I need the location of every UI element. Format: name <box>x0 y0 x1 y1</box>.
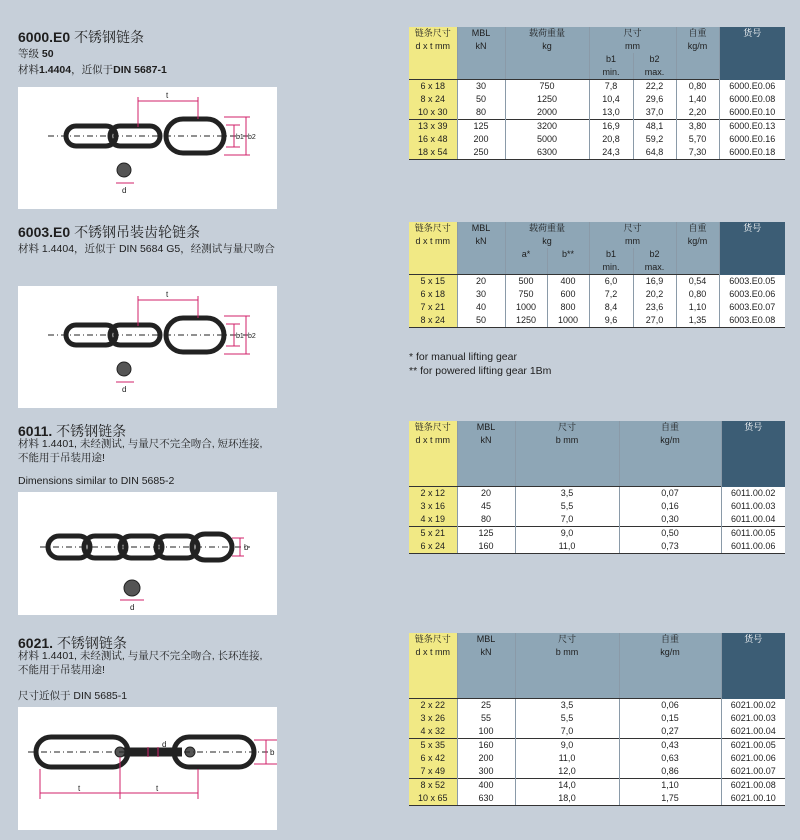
product-code: 6011. <box>18 423 53 439</box>
chain-drawing-6011-svg <box>18 492 277 615</box>
header-load: 载荷重量 <box>505 27 589 40</box>
wire-section <box>124 580 140 596</box>
label-t: t <box>156 784 159 793</box>
table-row: 16 x 48 200 5000 20,8 59,2 5,70 6000.E0.16 <box>409 133 785 146</box>
section-6000-material: 材料1.4404，近似于DIN 5687-1 <box>18 64 167 76</box>
footnote-powered: ** for powered lifting gear 1Bm <box>409 365 552 377</box>
table-row: 18 x 54 250 6300 24,3 64,8 7,30 6000.E0.18 <box>409 146 785 160</box>
label-t: t <box>166 290 169 299</box>
table-row: 6 x 18 30 750 600 7,2 20,2 0,80 6003.E0.06 <box>409 288 785 301</box>
header-dim: 尺寸 <box>589 222 676 235</box>
chain-drawing-6000-svg <box>18 87 277 209</box>
table-row: 5 x 21 125 9,0 0,50 6011.00.05 <box>409 527 785 541</box>
table-row: 4 x 19 80 7,0 0,30 6011.00.04 <box>409 513 785 527</box>
section-6021-desc2: 不能用于吊装用途! <box>18 664 105 676</box>
header-size: 链条尺寸 <box>409 421 457 434</box>
header-size: 链条尺寸 <box>409 27 457 40</box>
section-6000-grade: 等级 50 <box>18 48 54 60</box>
label-t: t <box>78 784 81 793</box>
product-name: 不锈钢吊装齿轮链条 <box>74 224 201 240</box>
header-load: 载荷重量 <box>505 222 589 235</box>
product-name: 不锈钢链条 <box>56 423 127 439</box>
section-6021-dims: 尺寸近似于 DIN 5685-1 <box>18 690 128 702</box>
table-row: 8 x 24 50 1250 10,4 29,6 1,40 6000.E0.08 <box>409 93 785 106</box>
product-name: 不锈钢链条 <box>56 635 127 651</box>
table-row: 7 x 21 40 1000 800 8,4 23,6 1,10 6003.E0.07 <box>409 301 785 314</box>
section-6011-dims: Dimensions similar to DIN 5685-2 <box>18 475 175 487</box>
section-6000-title <box>18 27 144 47</box>
label-b1: b1 <box>236 333 244 340</box>
label-b2: b2 <box>248 333 256 340</box>
label-b: b <box>270 748 275 757</box>
chain-drawing-6003-svg <box>18 286 277 408</box>
table-row: 6 x 18 30 750 7,8 22,2 0,80 6000.E0.06 <box>409 80 785 94</box>
header-weight: 自重 <box>676 222 719 235</box>
section-6003-material: 材料 1.4404，近似于 DIN 5684 G5，经测试与量尺吻合 <box>18 243 275 255</box>
section-6003-title <box>18 222 200 242</box>
table-6003: 链条尺寸 MBL 载荷重量 尺寸 自重 货号 d x t mm kN kg mm kg/m a* b** b1 b2 min. max. 5 x 15 20 500 400 6,0 16,9 0,54 6003.E0.05 6 x 18 30 750 600 7,2 20,2 0,80 6003.E0.06 7 x 21 40 1000 800 8,4 23,6 1,10 6003.E0.07 8 x 24 50 1250 1000 9,6 27,0 1,35 6003.E0.08 <box>409 222 785 328</box>
table-row: 7 x 49 300 12,0 0,86 6021.00.07 <box>409 765 785 779</box>
table-row: 8 x 24 50 1250 1000 9,6 27,0 1,35 6003.E0.08 <box>409 314 785 328</box>
header-mbl: MBL <box>457 633 515 646</box>
label-d: d <box>122 186 127 195</box>
table-row: 10 x 65 630 18,0 1,75 6021.00.10 <box>409 792 785 806</box>
table-6011: 链条尺寸 MBL 尺寸 自重 货号 d x t mm kN b mm kg/m 2 x 12 20 3,5 0,07 6011.00.02 3 x 16 45 5,5 0,16 6011.00.03 4 x 19 80 7,0 0,30 6011.00.04 5 x 21 125 9,0 0,50 6011.00.05 6 x 24 160 11,0 0,73 6011.00.06 <box>409 421 785 554</box>
header-dim: 尺寸 <box>515 633 619 646</box>
wire-section <box>117 362 131 376</box>
section-6011-desc1: 材料 1.4401, 未经测试, 与量尺不完全吻合, 短环连接, <box>18 438 263 450</box>
header-mbl: MBL <box>457 421 515 434</box>
header-size: 链条尺寸 <box>409 222 457 235</box>
wire-section <box>117 163 131 177</box>
header-article: 货号 <box>719 222 785 275</box>
product-code: 6021. <box>18 635 54 651</box>
table-6000: 链条尺寸 MBL 载荷重量 尺寸 自重 货号 d x t mm kN kg mm kg/m b1 b2 min. max. 6 x 18 30 750 7,8 22,2 0,80 6000.E0.06 8 x 24 50 1250 10,4 29,6 1,40 6000.E0.08 10 x 30 80 2000 13,0 37,0 2,20 6000.E0.10 13 x 39 125 3200 16,9 48,1 3,80 6000.E0.13 16 x 48 200 5000 20,8 59,2 5,70 6000.E0.16 18 x 54 250 6300 24,3 64,8 7,30 6000.E0.18 <box>409 27 785 160</box>
table-row: 3 x 26 55 5,5 0,15 6021.00.03 <box>409 712 785 725</box>
header-weight: 自重 <box>619 633 721 646</box>
table-row: 6 x 24 160 11,0 0,73 6011.00.06 <box>409 540 785 554</box>
section-6021-desc1: 材料 1.4401, 未经测试, 与量尺不完全吻合, 长环连接, <box>18 650 263 662</box>
table-row: 2 x 22 25 3,5 0,06 6021.00.02 <box>409 699 785 713</box>
label-b1: b1 <box>236 134 244 141</box>
label-b2: b2 <box>248 134 256 141</box>
footnote-manual: * for manual lifting gear <box>409 351 517 363</box>
header-article: 货号 <box>719 27 785 80</box>
table-row: 13 x 39 125 3200 16,9 48,1 3,80 6000.E0.13 <box>409 120 785 134</box>
header-weight: 自重 <box>676 27 719 40</box>
header-article: 货号 <box>721 421 785 487</box>
header-article: 货号 <box>721 633 785 699</box>
chain-drawing-6011 <box>18 492 277 615</box>
chain-drawing-6003 <box>18 286 277 408</box>
product-code: 6000.E0 <box>18 29 71 45</box>
label-d: d <box>130 603 135 612</box>
header-weight: 自重 <box>619 421 721 434</box>
table-row: 5 x 35 160 9,0 0,43 6021.00.05 <box>409 739 785 753</box>
header-size: 链条尺寸 <box>409 633 457 646</box>
table-row: 10 x 30 80 2000 13,0 37,0 2,20 6000.E0.10 <box>409 106 785 120</box>
section-6011-desc2: 不能用于吊装用途! <box>18 452 105 464</box>
header-mbl: MBL <box>457 27 505 40</box>
header-mbl: MBL <box>457 222 505 235</box>
table-row: 8 x 52 400 14,0 1,10 6021.00.08 <box>409 779 785 793</box>
header-dim: 尺寸 <box>589 27 676 40</box>
label-d: d <box>162 740 167 749</box>
chain-drawing-6000 <box>18 87 277 209</box>
table-row: 6 x 42 200 11,0 0,63 6021.00.06 <box>409 752 785 765</box>
table-row: 5 x 15 20 500 400 6,0 16,9 0,54 6003.E0.05 <box>409 275 785 289</box>
label-b: b <box>244 543 249 552</box>
table-row: 3 x 16 45 5,5 0,16 6011.00.03 <box>409 500 785 513</box>
table-6021: 链条尺寸 MBL 尺寸 自重 货号 d x t mm kN b mm kg/m 2 x 22 25 3,5 0,06 6021.00.02 3 x 26 55 5,5 0,15 6021.00.03 4 x 32 100 7,0 0,27 6021.00.04 5 x 35 160 9,0 0,43 6021.00.05 6 x 42 200 11,0 0,63 6021.00.06 7 x 49 300 12,0 0,86 6021.00.07 8 x 52 400 14,0 1,10 6021.00.08 10 x 65 630 18,0 1,75 6021.00.10 <box>409 633 785 806</box>
label-d: d <box>122 385 127 394</box>
header-dim: 尺寸 <box>515 421 619 434</box>
table-row: 2 x 12 20 3,5 0,07 6011.00.02 <box>409 487 785 501</box>
product-code: 6003.E0 <box>18 224 71 240</box>
table-row: 4 x 32 100 7,0 0,27 6021.00.04 <box>409 725 785 739</box>
chain-drawing-6021-svg <box>18 707 277 830</box>
label-t: t <box>166 91 169 100</box>
product-name: 不锈钢链条 <box>74 29 145 45</box>
chain-drawing-6021 <box>18 707 277 830</box>
